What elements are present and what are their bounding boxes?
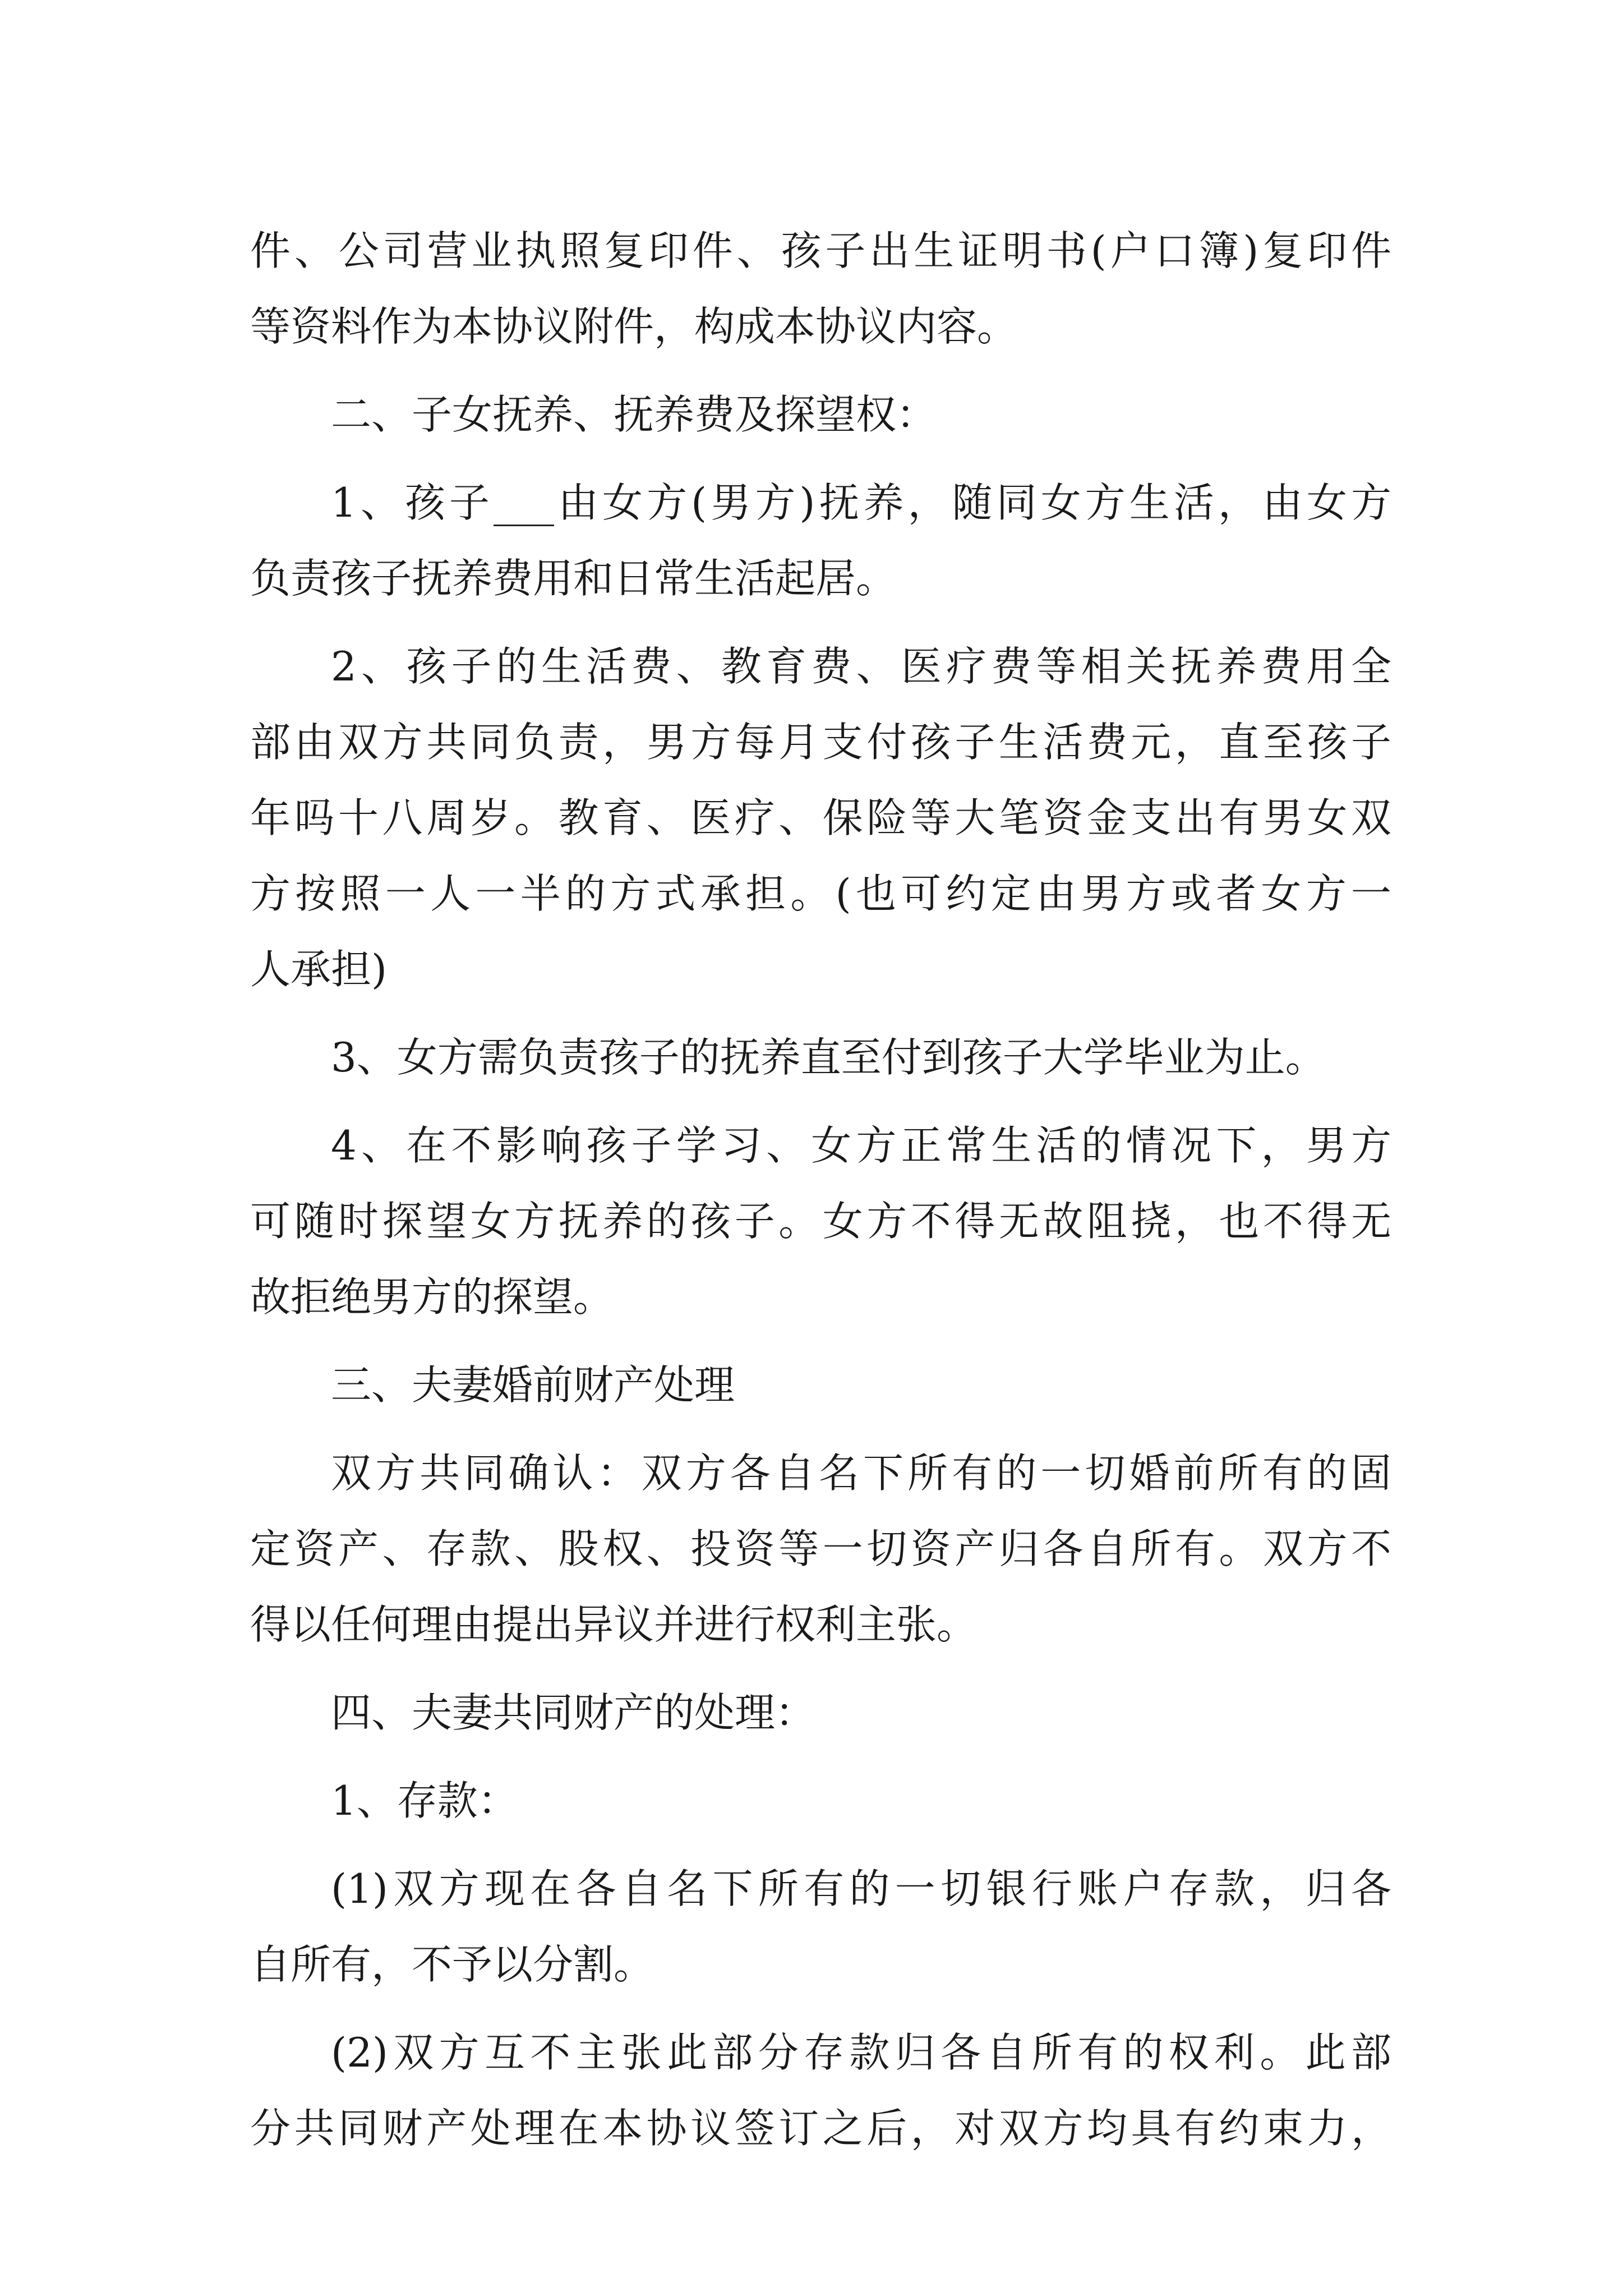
text-line: 故拒绝男方的探望。 bbox=[250, 1273, 614, 1320]
text-line: 部由双方共同负责，男方每月支付孩子生活费元，直至孩子 bbox=[250, 719, 1391, 766]
text-line: 负责孩子抚养费用和日常生活起居。 bbox=[250, 555, 897, 602]
text-line: 件、公司营业执照复印件、孩子出生证明书(户口簿)复印件 bbox=[250, 227, 1391, 274]
text-line: 3、女方需负责孩子的抚养直至付到孩子大学毕业为止。 bbox=[331, 1034, 1326, 1081]
text-line: 4、在不影响孩子学习、女方正常生活的情况下，男方 bbox=[331, 1122, 1391, 1169]
text-line: 二、子女抚养、抚养费及探望权： bbox=[331, 391, 937, 438]
text-line: 四、夫妻共同财产的处理： bbox=[331, 1689, 816, 1736]
clause-custody-4 bbox=[250, 1108, 1391, 1335]
clause-custody-1 bbox=[250, 465, 1391, 616]
section-heading-joint-property bbox=[250, 1675, 1391, 1751]
clause-deposits-1 bbox=[250, 1851, 1391, 2003]
clause-custody-2 bbox=[250, 629, 1391, 1007]
text-line: 2、孩子的生活费、教育费、医疗费等相关抚养费用全 bbox=[331, 643, 1391, 690]
section-heading-premarital-property bbox=[250, 1347, 1391, 1423]
text-line: 1、孩子___由女方(男方)抚养，随同女方生活，由女方 bbox=[331, 479, 1391, 526]
text-line: 人承担) bbox=[250, 946, 388, 993]
text-line: 定资产、存款、股权、投资等一切资产归各自所有。双方不 bbox=[250, 1525, 1391, 1572]
text-line: 三、夫妻婚前财产处理 bbox=[331, 1361, 735, 1409]
text-line: 分共同财产处理在本协议签订之后，对双方均具有约束力， bbox=[250, 2105, 1391, 2152]
text-line: 可随时探望女方抚养的孩子。女方不得无故阻挠，也不得无 bbox=[250, 1198, 1391, 1245]
paragraph-attachments-continued bbox=[250, 213, 1391, 365]
clause-custody-3 bbox=[250, 1020, 1391, 1096]
text-line: (2)双方互不主张此部分存款归各自所有的权利。此部 bbox=[331, 2029, 1391, 2076]
subheading-deposits bbox=[250, 1763, 1391, 1839]
text-line: (1)双方现在各自名下所有的一切银行账户存款，归各 bbox=[331, 1865, 1391, 1912]
document-body bbox=[250, 213, 1391, 2179]
text-line: 等资料作为本协议附件，构成本协议内容。 bbox=[250, 303, 1018, 350]
text-line: 自所有，不予以分割。 bbox=[250, 1941, 654, 1988]
text-line: 1、存款： bbox=[331, 1777, 518, 1824]
text-line: 年吗十八周岁。教育、医疗、保险等大笔资金支出有男女双 bbox=[250, 794, 1391, 841]
clause-deposits-2 bbox=[250, 2015, 1391, 2166]
text-line: 双方共同确认：双方各自名下所有的一切婚前所有的固 bbox=[331, 1450, 1391, 1497]
section-heading-child-custody bbox=[250, 377, 1391, 453]
paragraph-premarital-property bbox=[250, 1435, 1391, 1663]
text-line: 得以任何理由提出异议并进行权利主张。 bbox=[250, 1601, 978, 1648]
text-line: 方按照一人一半的方式承担。(也可约定由男方或者女方一 bbox=[250, 870, 1391, 917]
